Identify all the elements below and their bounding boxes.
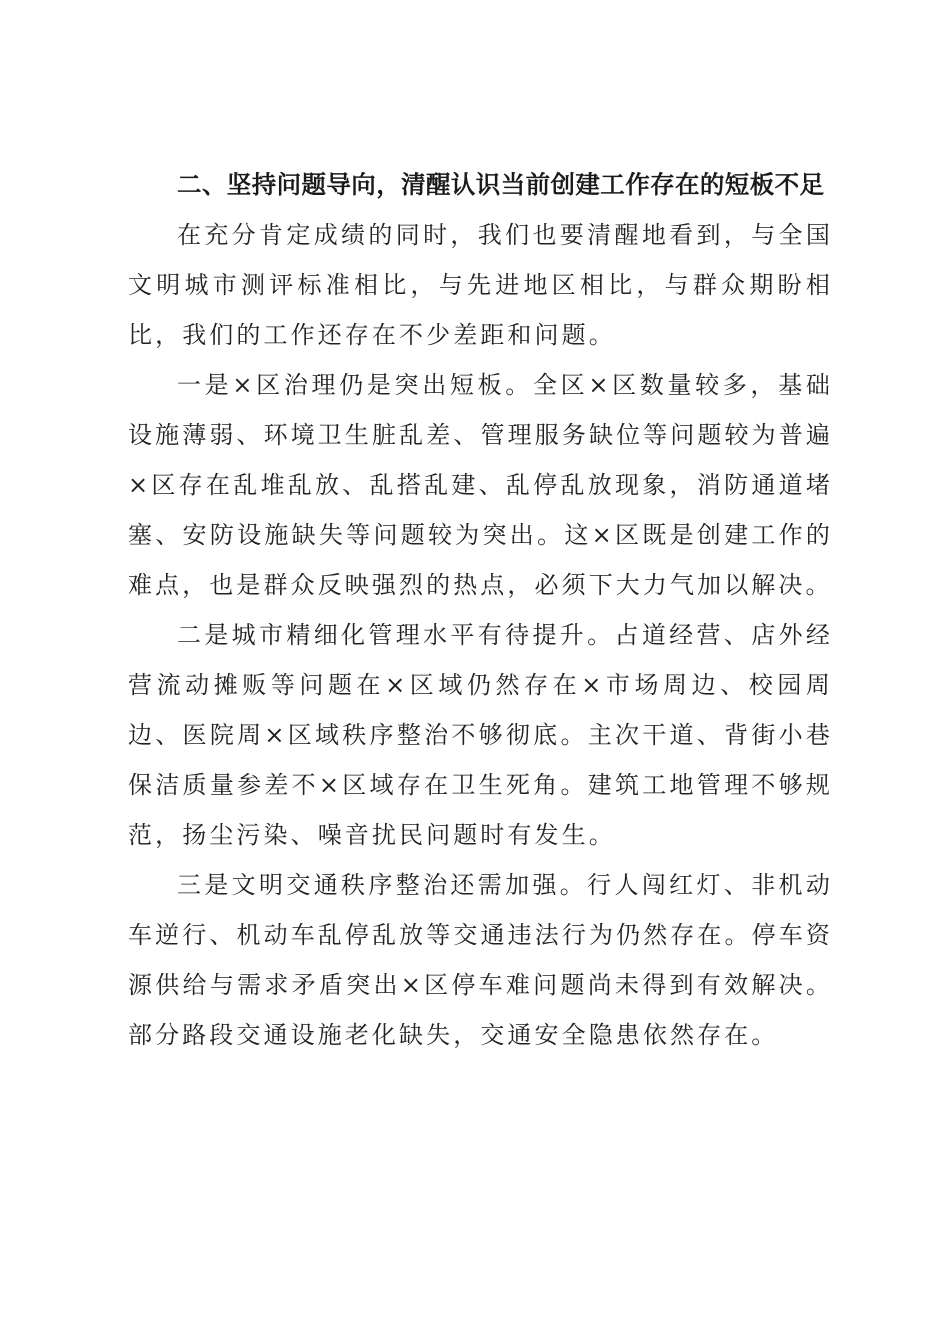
section-heading: 二、坚持问题导向，清醒认识当前创建工作存在的短板不足 bbox=[177, 170, 825, 199]
paragraph-point-1: 一是×区治理仍是突出短板。全区×区数量较多，基础设施薄弱、环境卫生脏乱差、管理服务缺位等问题较为普遍×区存在乱堆乱放、乱搭乱建、乱停乱放现象，消防通道堵塞、安防设施缺失等问题较为突出。这×区既是创建工作的难点，也是群众反映强烈的热点，必须下大力气加以解决。 bbox=[128, 371, 833, 599]
paragraph-point-2: 二是城市精细化管理水平有待提升。占道经营、店外经营流动摊贩等问题在×区域仍然存在×市场周边、校园周边、医院周×区域秩序整治不够彻底。主次干道、背街小巷保洁质量参差不×区域存在卫生死角。建筑工地管理不够规范，扬尘污染、噪音扰民问题时有发生。 bbox=[128, 621, 833, 849]
document-body bbox=[128, 160, 833, 1060]
paragraph-point-3: 三是文明交通秩序整治还需加强。行人闯红灯、非机动车逆行、机动车乱停乱放等交通违法行为仍然存在。停车资源供给与需求矛盾突出×区停车难问题尚未得到有效解决。部分路段交通设施老化缺失，交通安全隐患依然存在。 bbox=[128, 871, 833, 1049]
paragraph-intro: 在充分肯定成绩的同时，我们也要清醒地看到，与全国文明城市测评标准相比，与先进地区相比，与群众期盼相比，我们的工作还存在不少差距和问题。 bbox=[128, 221, 833, 349]
